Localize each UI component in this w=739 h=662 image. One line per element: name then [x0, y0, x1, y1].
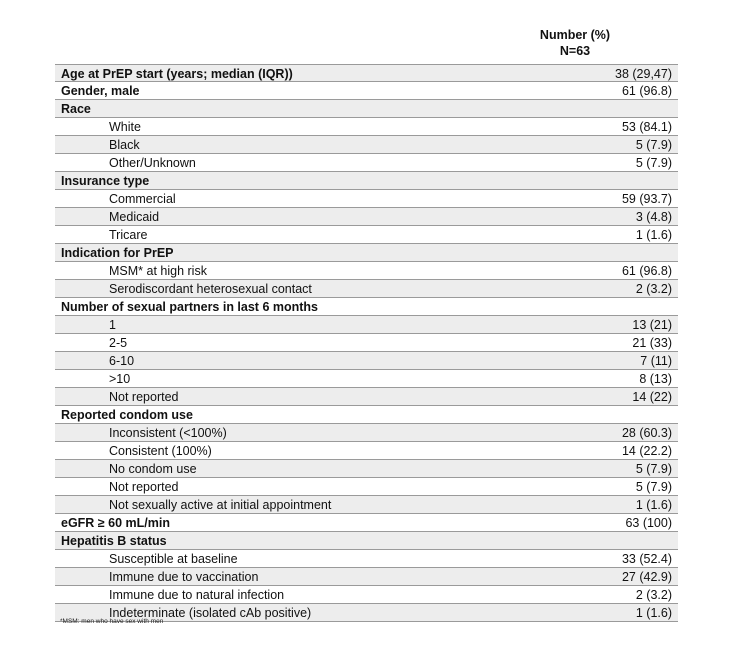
row-label: Hepatitis B status: [61, 534, 167, 548]
row-label: Not sexually active at initial appointment: [109, 498, 332, 512]
table-row: [55, 550, 678, 568]
row-label: Indeterminate (isolated cAb positive): [109, 606, 312, 620]
row-value: 7 (11): [640, 354, 672, 368]
row-label: Number of sexual partners in last 6 months: [61, 300, 319, 314]
table-row: [55, 568, 678, 586]
row-value: 13 (21): [632, 318, 672, 332]
row-value: 61 (96.8): [621, 264, 672, 278]
table-row-category: [55, 64, 678, 82]
table-row: [55, 388, 678, 406]
row-value: 14 (22): [632, 390, 672, 404]
table-row-category: [55, 406, 678, 424]
row-value: 1 (1.6): [635, 228, 672, 242]
row-value: 5 (7.9): [635, 156, 672, 170]
row-value: 33 (52.4): [621, 552, 672, 566]
row-value: 1 (1.6): [635, 606, 672, 620]
row-label: Gender, male: [61, 84, 140, 98]
table-row: [55, 316, 678, 334]
row-value: [672, 172, 678, 189]
row-value: 8 (13): [639, 372, 672, 386]
table-row: [55, 154, 678, 172]
row-value: 2 (3.2): [635, 282, 672, 296]
table-row: [55, 226, 678, 244]
table-row: [55, 424, 678, 442]
row-value: 27 (42.9): [621, 570, 672, 584]
row-value: 38 (29,47): [615, 67, 672, 81]
table-row-category: [55, 532, 678, 550]
row-label: Commercial: [109, 192, 176, 206]
column-header-n: N=63: [559, 44, 591, 58]
row-label: Immune due to vaccination: [109, 570, 259, 584]
table-row-category: [55, 244, 678, 262]
row-label: Age at PrEP start (years; median (IQR)): [61, 67, 293, 81]
row-label: Inconsistent (<100%): [109, 426, 227, 440]
row-label: 2-5: [109, 336, 128, 350]
table-row-category: [55, 298, 678, 316]
row-label: Susceptible at baseline: [109, 552, 238, 566]
column-header-title: Number (%): [539, 28, 611, 42]
table-row: [55, 280, 678, 298]
table-row: [55, 460, 678, 478]
row-value: 61 (96.8): [621, 84, 672, 98]
table-row: [55, 352, 678, 370]
row-value: 53 (84.1): [621, 120, 672, 134]
table-row: [55, 442, 678, 460]
row-label: eGFR ≥ 60 mL/min: [61, 516, 170, 530]
row-value: 2 (3.2): [635, 588, 672, 602]
row-value: 63 (100): [625, 516, 672, 530]
table-row: [55, 496, 678, 514]
row-value: [672, 532, 678, 549]
row-label: Consistent (100%): [109, 444, 212, 458]
row-value: [672, 100, 678, 117]
row-value: 28 (60.3): [621, 426, 672, 440]
footnote: *MSM: men who have sex with men: [60, 618, 164, 625]
row-label: Not reported: [109, 480, 179, 494]
row-label: Serodiscordant heterosexual contact: [109, 282, 312, 296]
row-value: [672, 244, 678, 261]
row-label: Race: [61, 102, 91, 116]
row-label: Other/Unknown: [109, 156, 196, 170]
row-label: 1: [109, 318, 116, 332]
table-row-category: [55, 172, 678, 190]
row-value: [672, 406, 678, 423]
table-row-category: [55, 100, 678, 118]
table-row: [55, 208, 678, 226]
table-row: [55, 334, 678, 352]
row-value: 3 (4.8): [635, 210, 672, 224]
row-label: Black: [109, 138, 140, 152]
row-value: [672, 298, 678, 315]
row-label: >10: [109, 372, 131, 386]
row-label: Insurance type: [61, 174, 150, 188]
row-label: Medicaid: [109, 210, 160, 224]
row-label: Not reported: [109, 390, 179, 404]
row-label: White: [109, 120, 141, 134]
row-label: Indication for PrEP: [61, 246, 174, 260]
table-row: [55, 586, 678, 604]
table-row: [55, 118, 678, 136]
table-row: [55, 262, 678, 280]
row-value: 21 (33): [632, 336, 672, 350]
table-row: [55, 370, 678, 388]
row-label: 6-10: [109, 354, 135, 368]
characteristics-table: [55, 64, 678, 622]
row-label: MSM* at high risk: [109, 264, 207, 278]
row-value: 59 (93.7): [621, 192, 672, 206]
row-label: No condom use: [109, 462, 197, 476]
table-row-category: [55, 514, 678, 532]
table-row: [55, 190, 678, 208]
row-label: Immune due to natural infection: [109, 588, 285, 602]
row-value: 1 (1.6): [635, 498, 672, 512]
table-row-category: [55, 82, 678, 100]
column-header: [520, 27, 630, 59]
row-value: 5 (7.9): [635, 480, 672, 494]
row-value: 5 (7.9): [635, 138, 672, 152]
row-value: 14 (22.2): [621, 444, 672, 458]
table-row: [55, 136, 678, 154]
row-label: Tricare: [109, 228, 148, 242]
row-label: Reported condom use: [61, 408, 193, 422]
table-row: [55, 478, 678, 496]
row-value: 5 (7.9): [635, 462, 672, 476]
